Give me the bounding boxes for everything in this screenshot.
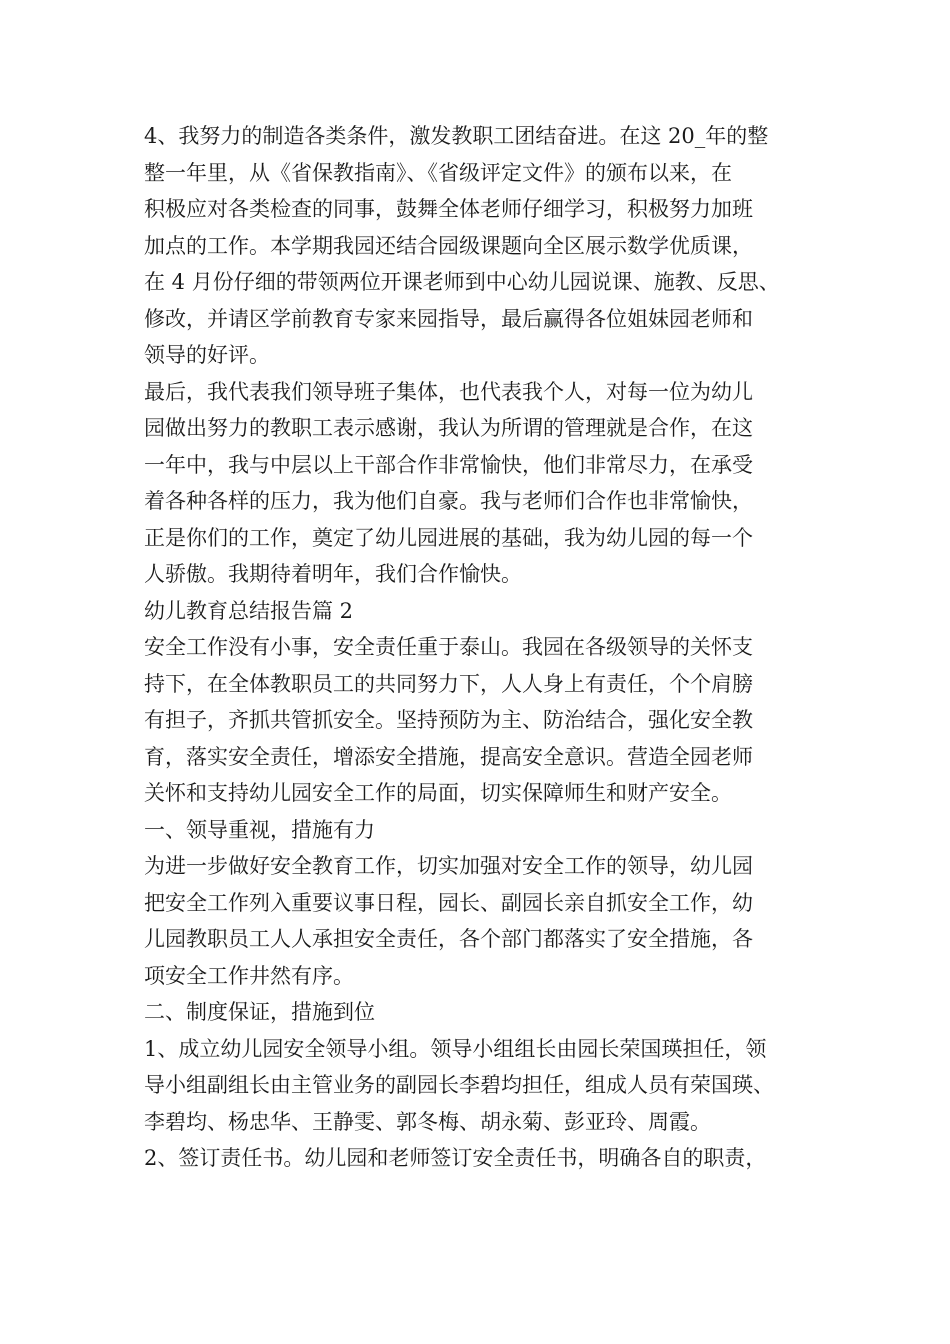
text-line: 儿园教职员工人人承担安全责任，各个部门都落实了安全措施，各 — [144, 927, 753, 951]
text-line: 为进一步做好安全教育工作，切实加强对安全工作的领导，幼儿园 — [144, 854, 753, 878]
text-line: 安全工作没有小事，安全责任重于泰山。我园在各级领导的关怀支 — [144, 635, 753, 659]
text-line: 关怀和支持幼儿园安全工作的局面，切实保障师生和财产安全。 — [144, 781, 732, 805]
text-line: 加点的工作。本学期我园还结合园级课题向全区展示数学优质课， — [144, 233, 753, 258]
text-line: 育，落实安全责任，增添安全措施，提高安全意识。营造全园老师 — [144, 744, 753, 769]
text-line: 有担子，齐抓共管抓安全。坚持预防为主、防治结合，强化安全教 — [144, 708, 753, 732]
text-line: 李碧均、杨忠华、王静雯、郭冬梅、胡永菊、彭亚玲、周霞。 — [144, 1109, 711, 1134]
subsection-heading: 二、制度保证，措施到位 — [144, 1000, 375, 1024]
text-line: 2、签订责任书。幼儿园和老师签订安全责任书，明确各自的职责， — [144, 1146, 767, 1170]
text-line: 把安全工作列入重要议事日程，园长、副园长亲自抓安全工作，幼 — [144, 890, 753, 915]
text-line: 正是你们的工作，奠定了幼儿园进展的基础，我为幼儿园的每一个 — [144, 525, 753, 550]
text-line: 积极应对各类检查的同事，鼓舞全体老师仔细学习，积极努力加班 — [144, 197, 753, 221]
text-line: 项安全工作井然有序。 — [144, 963, 354, 988]
text-line: 4、我努力的制造各类条件，激发教职工团结奋进。在这 20_年的整 — [144, 124, 769, 148]
text-line: 一年中，我与中层以上干部合作非常愉快，他们非常尽力，在承受 — [144, 452, 753, 477]
text-line: 持下，在全体教职员工的共同努力下，人人身上有责任，个个肩膀 — [144, 671, 753, 696]
text-line: 1、成立幼儿园安全领导小组。领导小组组长由园长荣国瑛担任，领 — [144, 1036, 767, 1061]
text-line: 园做出努力的教职工表示感谢，我认为所谓的管理就是合作，在这 — [144, 416, 753, 440]
text-line: 领导的好评。 — [144, 343, 270, 367]
text-line: 修改，并请区学前教育专家来园指导，最后赢得各位姐妹园老师和 — [144, 306, 753, 331]
text-line: 导小组副组长由主管业务的副园长李碧均担任，组成人员有荣国瑛、 — [144, 1073, 774, 1097]
text-line: 在 4 月份仔细的带领两位开课老师到中心幼儿园说课、施教、反思、 — [144, 270, 780, 294]
document-body — [144, 118, 824, 1177]
text-line: 着各种各样的压力，我为他们自豪。我与老师们合作也非常愉快， — [144, 489, 753, 513]
text-line: 整一年里，从《省保教指南》、《省级评定文件》的颁布以来，在 — [144, 160, 732, 185]
text-line: 最后，我代表我们领导班子集体，也代表我个人，对每一位为幼儿 — [144, 379, 753, 404]
section-heading: 幼儿教育总结报告篇 2 — [144, 598, 354, 623]
text-line: 人骄傲。我期待着明年，我们合作愉快。 — [144, 562, 522, 586]
subsection-heading: 一、领导重视，措施有力 — [144, 817, 375, 842]
